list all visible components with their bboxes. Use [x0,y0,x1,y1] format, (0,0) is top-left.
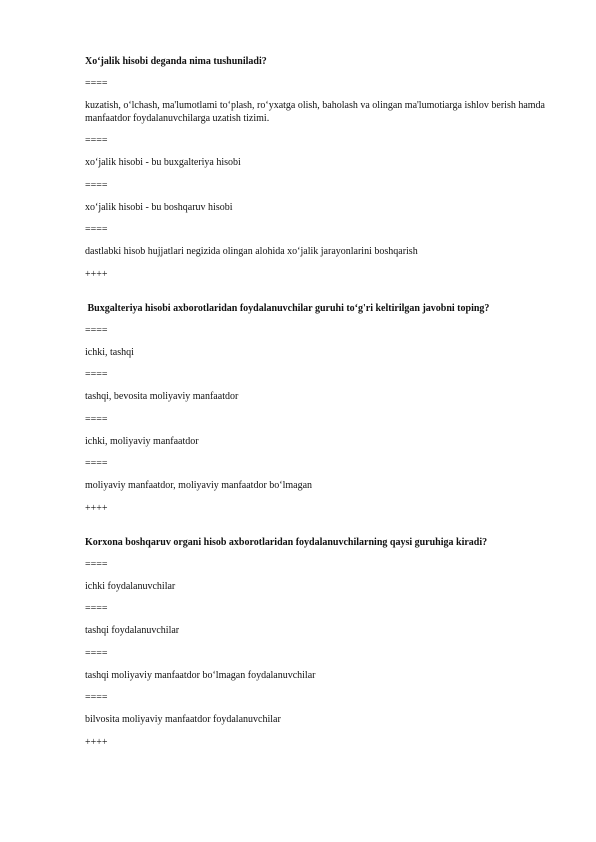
separator: ==== [85,458,108,469]
separator: ==== [85,369,108,380]
question-block-1 [85,56,545,281]
answer-option: dastlabki hisob hujjatlari negizida olingan alohida xo‘jalik jarayonlarini boshqarish [85,246,418,257]
separator: ==== [85,647,108,659]
block-terminator: ++++ [85,502,108,514]
separator: ==== [85,603,108,614]
answer-option: xo‘jalik hisobi - bu boshqaruv hisobi [85,201,233,213]
answer-option: tashqi foydalanuvchilar [85,625,180,636]
separator: ==== [85,78,108,89]
answer-option: bilvosita moliyaviy manfaatdor foydalanuvchilar [85,714,281,725]
answer-option: moliyaviy manfaatdor, moliyaviy manfaatdor bo‘lmagan [85,480,313,491]
answer-option: kuzatish, o‘lchash, ma'lumotlami to‘plash, ro‘yxatga olish, baholash va olingan ma'lumotiarga ishlov berish hamda manfaatdor foydalanuvchilarga uzatish tizimi. [85,100,545,124]
separator: ==== [85,135,108,146]
answer-option: ichki, tashqi [85,346,134,358]
answer-option: xo‘jalik hisobi - bu buxgalteriya hisobi [85,157,241,168]
answer-option: tashqi moliyaviy manfaatdor bo‘lmagan foydalanuvchilar [85,669,316,681]
question-block-3 [85,537,545,749]
separator: ==== [85,558,108,570]
question-text: Korxona boshqaruv organi hisob axborotlaridan foydalanuvchilarning qaysi guruhiga kiradi? [85,536,488,548]
document-page [85,56,545,759]
block-terminator: ++++ [85,268,108,280]
block-terminator: ++++ [85,736,108,748]
separator: ==== [85,324,108,336]
answer-option: tashqi, bevosita moliyaviy manfaatdor [85,391,239,402]
question-block-2 [85,303,545,515]
separator: ==== [85,179,108,191]
question-text: Buxgalteriya hisobi axborotlaridan foydalanuvchilar guruhi to‘g'ri keltirilgan javobni toping? [85,302,490,314]
question-text: Xo‘jalik hisobi deganda nima tushuniladi? [85,56,267,67]
separator: ==== [85,413,108,425]
separator: ==== [85,224,108,235]
answer-option: ichki, moliyaviy manfaatdor [85,435,199,447]
answer-option: ichki foydalanuvchilar [85,580,176,592]
separator: ==== [85,692,108,703]
